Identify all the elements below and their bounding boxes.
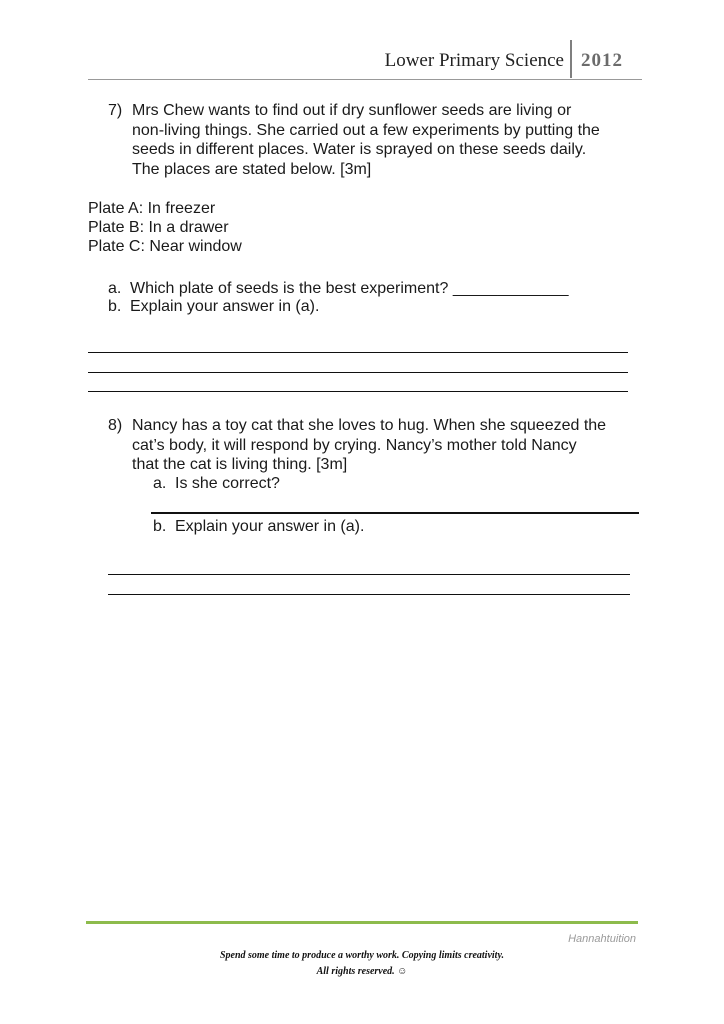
question-8-line: that the cat is living thing. [3m] bbox=[132, 456, 348, 473]
part-text: Is she correct? bbox=[175, 475, 280, 492]
part-text: Explain your answer in (a). bbox=[130, 298, 320, 315]
plate-a: Plate A: In freezer bbox=[88, 200, 216, 217]
footer-rights: All rights reserved. ☺ bbox=[316, 966, 408, 977]
part-label: b. bbox=[108, 298, 122, 315]
answer-line[interactable] bbox=[88, 391, 628, 392]
answer-line[interactable] bbox=[88, 372, 628, 373]
question-8-line: Nancy has a toy cat that she loves to hug. When she squeezed the bbox=[132, 417, 607, 434]
question-8-line: cat’s body, it will respond by crying. Nancy’s mother told Nancy bbox=[132, 436, 577, 454]
question-8-text bbox=[132, 416, 606, 475]
plate-b: Plate B: In a drawer bbox=[88, 219, 229, 236]
answer-line[interactable] bbox=[88, 352, 628, 353]
question-7-text bbox=[132, 101, 600, 179]
part-label: b. bbox=[153, 518, 167, 535]
footer-motto: Spend some time to produce a worthy work. Copying limits creativity. bbox=[219, 950, 505, 961]
question-7-line: non-living things. She carried out a few experiments by putting the bbox=[132, 121, 600, 139]
answer-line[interactable] bbox=[151, 512, 639, 514]
answer-line[interactable] bbox=[108, 574, 630, 575]
question-7-line: The places are stated below. [3m] bbox=[132, 160, 372, 178]
plate-c: Plate C: Near window bbox=[88, 238, 242, 255]
question-8-number: 8) bbox=[108, 417, 123, 434]
header-rule bbox=[88, 79, 642, 80]
header-title: Lower Primary Science bbox=[384, 50, 564, 71]
header-divider bbox=[570, 40, 572, 78]
part-text: Explain your answer in (a). bbox=[175, 518, 365, 535]
part-text: Which plate of seeds is the best experiment? _____________ bbox=[130, 280, 569, 297]
question-7-line: Mrs Chew wants to find out if dry sunflower seeds are living or bbox=[132, 102, 572, 119]
part-label: a. bbox=[108, 280, 122, 297]
answer-line[interactable] bbox=[108, 594, 630, 595]
header-year: 2012 bbox=[581, 50, 623, 71]
part-label: a. bbox=[153, 475, 167, 492]
footer-brand: Hannahtuition bbox=[568, 933, 636, 945]
footer-rule bbox=[86, 921, 638, 924]
question-7-number: 7) bbox=[108, 102, 123, 119]
question-7-line: seeds in different places. Water is sprayed on these seeds daily. bbox=[132, 141, 587, 158]
